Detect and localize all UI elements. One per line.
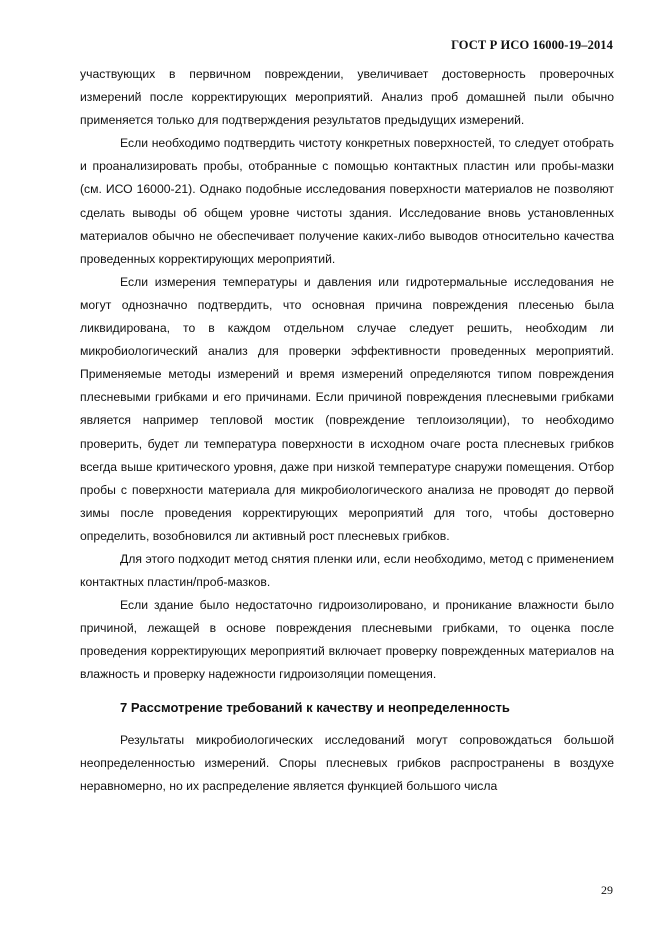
paragraph-temperature-measurements: Если измерения температуры и давления или гидротермальные исследования не могут однозначно подтвердить, что основная причина повреждения плесенью была ликвидирована, то в каждом отдельном случае следует решить, необходим ли микробиологический анализ для проверки эффективности проведенных мероприятий. Применяемые методы измерений и время измерений определяются типом повреждения плесневыми грибками и его причинами. Если причиной повреждения плесневыми грибками является например тепловой мостик (повреждение теплоизоляции), то необходимо проверить, будет ли температура поверхности в исходном очаге роста плесневых грибков всегда выше критического уровня, даже при низкой температуре снаружи помещения. Отбор пробы с поверхности материала для микробиологического анализа не проводят до первой зимы после проведения корректирующих мероприятий для того, чтобы достоверно определить, возобновился ли активный рост плесневых грибков. (80, 274, 614, 543)
document-body (80, 63, 614, 798)
paragraph-uncertainty: Результаты микробиологических исследований могут сопровождаться большой неопределенностью измерений. Споры плесневых грибков распространены в воздухе неравномерно, но их распределение является функцией большого числа (80, 732, 614, 793)
page-header: ГОСТ Р ИСО 16000-19–2014 (451, 38, 613, 52)
paragraph-film-method: Для этого подходит метод снятия пленки или, если необходимо, метод с применением контактных пластин/проб-мазков. (80, 551, 614, 590)
paragraph-continuation: участвующих в первичном повреждении, увеличивает достоверность проверочных измерений после корректирующих мероприятий. Анализ проб домашней пыли обычно применяется только для подтверждения результатов предыдущих измерений. (80, 67, 614, 128)
paragraph-surface-cleanliness: Если необходимо подтвердить чистоту конкретных поверхностей, то следует отобрать и проанализировать пробы, отобранные с помощью контактных пластин или пробы-мазки (см. ИСО 16000-21). Однако подобные исследования поверхности материалов не позволяют сделать выводы об общем уровне чистоты здания. Исследование вновь установленных материалов обычно не обеспечивает получение каких-либо выводов относительно качества проведенных корректирующих мероприятий. (80, 136, 614, 266)
section-heading: 7 Рассмотрение требований к качеству и неопределенность (120, 699, 510, 715)
page-number: 29 (601, 883, 613, 897)
paragraph-waterproofing: Если здание было недостаточно гидроизолировано, и проникание влажности было причиной, лежащей в основе повреждения плесневыми грибками, то оценка после проведения корректирующих мероприятий включает проверку поврежденных материалов на влажность и проверку надежности гидроизоляции помещения. (80, 598, 614, 682)
